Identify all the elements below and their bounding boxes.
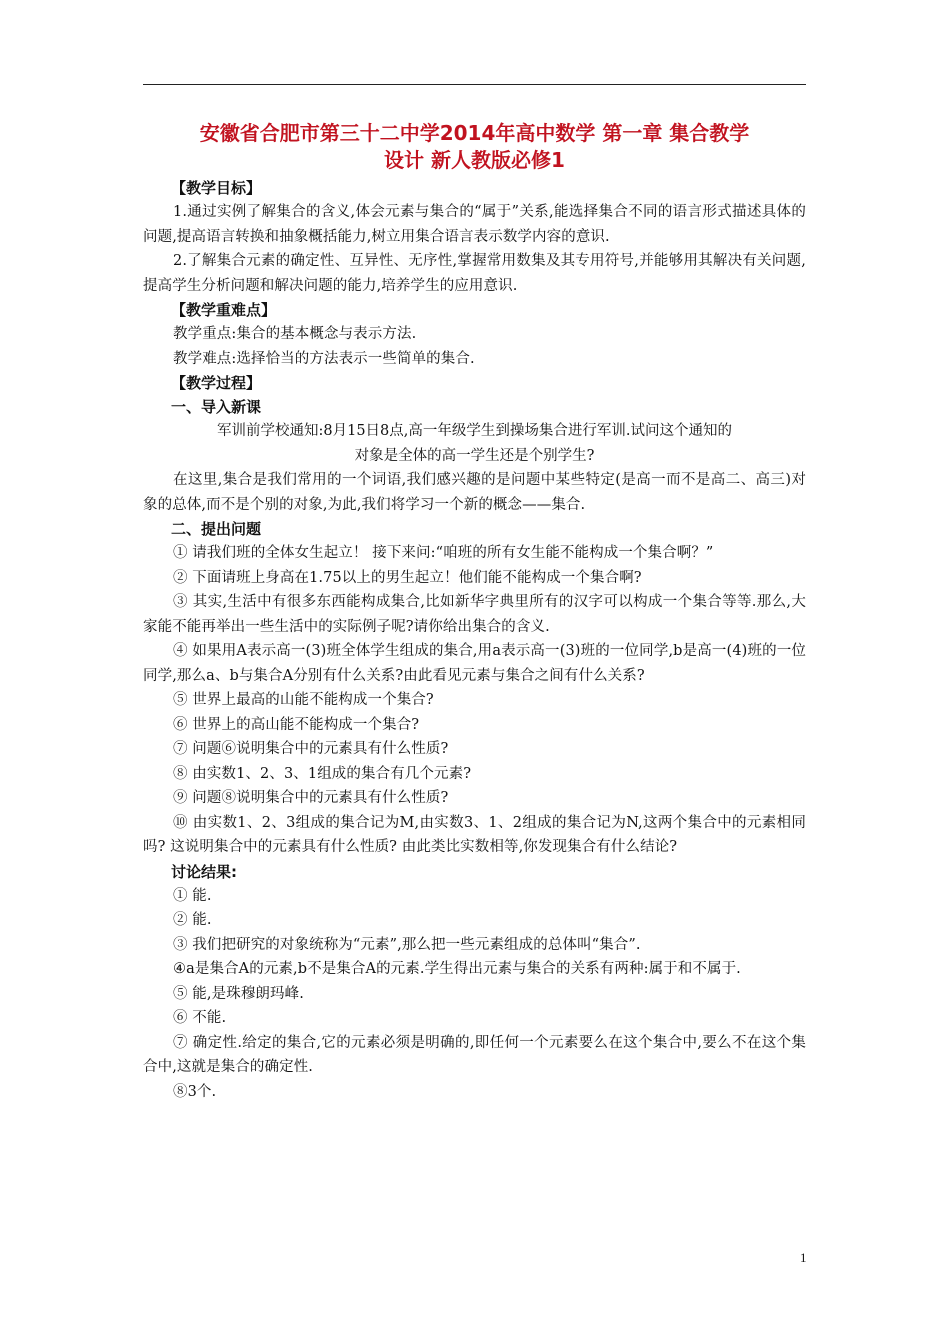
page-number: 1 (800, 1250, 807, 1265)
answer-8: ⑧3个. (173, 1083, 217, 1100)
doc-title (143, 120, 806, 174)
question-9: ⑨ 问题⑧说明集合中的元素具有什么性质? (173, 790, 449, 806)
section-goal: 【教学目标】 (171, 179, 262, 197)
goal-item-1: 1.通过实例了解集合的含义,体会元素与集合的“属于”关系,能选择集合不同的语言形式描述具体的问题,提高语言转换和抽象概括能力,树立用集合语言表示数学内容的意识. (143, 204, 806, 245)
answer-5: ⑤ 能,是珠穆朗玛峰. (173, 985, 304, 1002)
question-8: ⑧ 由实数1、2、3、1组成的集合有几个元素? (173, 765, 472, 782)
question-7: ⑦ 问题⑥说明集合中的元素具有什么性质? (173, 741, 449, 757)
question-6: ⑥ 世界上的高山能不能构成一个集合? (173, 716, 420, 733)
section-key: 【教学重难点】 (171, 301, 277, 319)
intro-line-2: 对象是全体的高一学生还是个别学生? (354, 447, 595, 464)
document-body (143, 120, 806, 1104)
answer-7: ⑦ 确定性.给定的集合,它的元素必须是明确的,即任何一个元素要么在这个集合中,要么不在这个集合中,这就是集合的确定性. (143, 1034, 806, 1075)
difficult-point: 教学难点:选择恰当的方法表示一些简单的集合. (173, 350, 475, 367)
question-2: ② 下面请班上身高在1.75以上的男生起立！他们能不能构成一个集合啊? (173, 569, 642, 586)
header-rule (143, 84, 806, 85)
doc-title-line1: 安徽省合肥市第三十二中学2014年高中数学 第一章 集合教学 (199, 121, 750, 145)
question-3: ③ 其实,生活中有很多东西能构成集合,比如新华字典里所有的汉字可以构成一个集合等等.那么,大家能不能再举出一些生活中的实际例子呢?请你给出集合的含义. (143, 594, 806, 635)
question-10: ⑩ 由实数1、2、3组成的集合记为M,由实数3、1、2组成的集合记为N,这两个集合中的元素相同吗? 这说明集合中的元素具有什么性质? 由此类比实数相等,你发现集合有什么结论? (143, 814, 806, 855)
doc-title-line2: 设计 新人教版必修1 (384, 148, 565, 172)
question-1: ① 请我们班的全体女生起立！ 接下来问:“咱班的所有女生能不能构成一个集合啊？” (173, 545, 714, 561)
answer-6: ⑥ 不能. (173, 1010, 227, 1026)
answer-2: ② 能. (173, 912, 212, 928)
question-5: ⑤ 世界上最高的山能不能构成一个集合? (173, 692, 434, 708)
section-process: 【教学过程】 (171, 374, 262, 392)
key-point: 教学重点:集合的基本概念与表示方法. (173, 326, 417, 342)
subsection-intro: 一、导入新课 (171, 398, 262, 416)
subsection-discussion: 讨论结果: (171, 862, 237, 881)
intro-paragraph: 在这里,集合是我们常用的一个词语,我们感兴趣的是问题中某些特定(是高一而不是高二、高三)对象的总体,而不是个别的对象,为此,我们将学习一个新的概念——集合. (143, 472, 806, 513)
question-4: ④ 如果用A表示高一(3)班全体学生组成的集合,用a表示高一(3)班的一位同学,b是高一(4)班的一位同学,那么a、b与集合A分别有什么关系?由此看见元素与集合之间有什么关系? (143, 643, 806, 684)
answer-3: ③ 我们把研究的对象统称为“元素”,那么把一些元素组成的总体叫“集合”. (173, 936, 641, 953)
goal-item-2: 2.了解集合元素的确定性、互异性、无序性,掌握常用数集及其专用符号,并能够用其解决有关问题,提高学生分析问题和解决问题的能力,培养学生的应用意识. (143, 253, 806, 294)
intro-line-1: 军训前学校通知:8月15日8点,高一年级学生到操场集合进行军训.试问这个通知的 (216, 423, 732, 439)
subsection-questions: 二、提出问题 (171, 520, 262, 538)
answer-4: ④a是集合A的元素,b不是集合A的元素.学生得出元素与集合的关系有两种:属于和不属于. (173, 961, 741, 977)
answer-1: ① 能. (173, 887, 212, 904)
